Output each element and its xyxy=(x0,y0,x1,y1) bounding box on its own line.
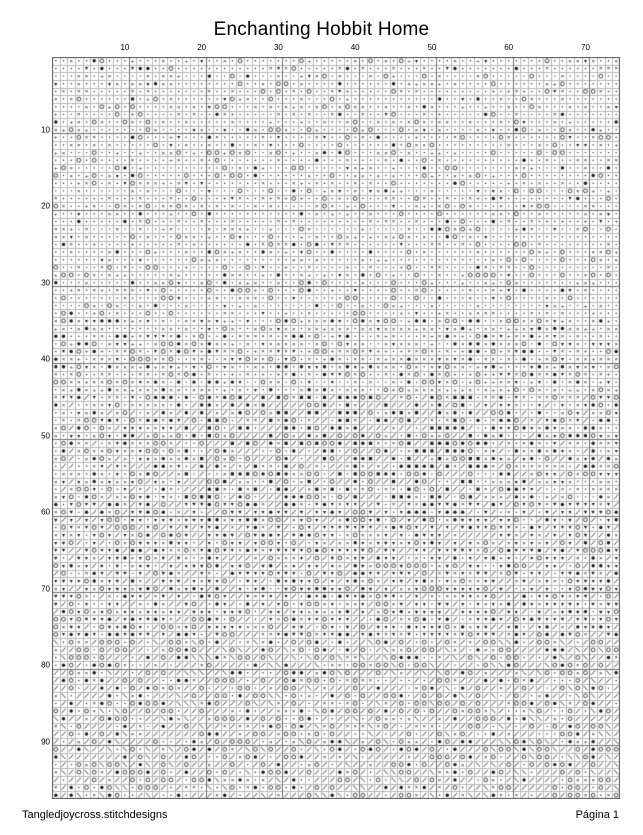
row-tick-label: 90 xyxy=(41,737,50,747)
page-title: Enchanting Hobbit Home xyxy=(213,18,430,40)
stitch-chart-grid xyxy=(52,57,620,799)
column-tick-label: 70 xyxy=(581,43,590,52)
row-tick-label: 70 xyxy=(41,584,50,594)
column-tick-label: 10 xyxy=(120,43,130,52)
row-tick-label: 80 xyxy=(41,660,50,670)
footer-credit: Tangledjoycross.stitchdesigns xyxy=(22,809,168,821)
row-ruler xyxy=(16,57,50,799)
column-tick-label: 50 xyxy=(427,43,437,52)
row-tick-label: 50 xyxy=(41,431,50,441)
row-tick-label: 40 xyxy=(41,354,50,364)
column-tick-label: 30 xyxy=(273,43,283,52)
row-tick-label: 20 xyxy=(41,201,50,211)
page-footer xyxy=(0,809,643,825)
stitch-chart-canvas xyxy=(52,57,620,799)
row-tick-label: 10 xyxy=(41,125,50,135)
column-ruler xyxy=(52,41,620,55)
column-tick-label: 40 xyxy=(350,43,360,52)
row-tick-label: 30 xyxy=(41,278,50,288)
row-tick-label: 60 xyxy=(41,507,50,517)
column-tick-label: 60 xyxy=(504,43,514,52)
footer-page-number: Página 1 xyxy=(575,809,619,821)
column-tick-label: 20 xyxy=(197,43,207,52)
